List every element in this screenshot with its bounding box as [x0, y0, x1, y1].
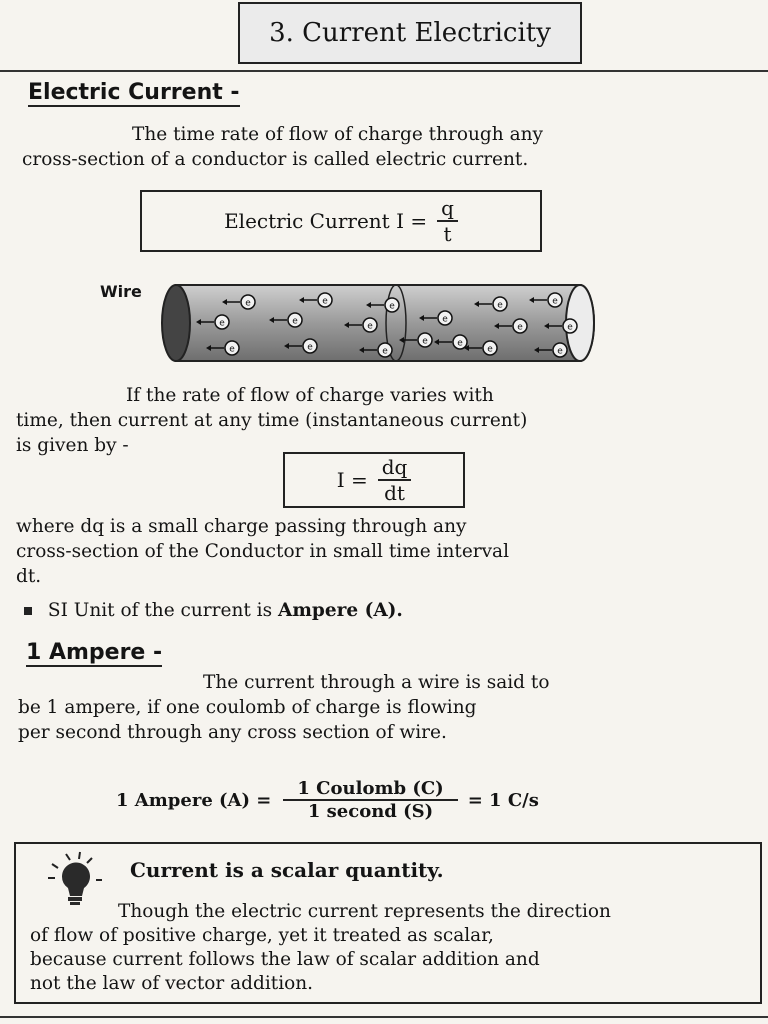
where-paragraph [16, 514, 756, 589]
ampere-line-3: per second through any cross section of wire. [18, 722, 447, 743]
page-title-box [238, 2, 582, 64]
bullet-square-icon [24, 607, 32, 615]
note-line-2: of flow of positive charge, yet it treated as scalar, [30, 925, 494, 946]
page-title: 3. Current Electricity [269, 18, 551, 48]
instantaneous-equation-box [283, 452, 465, 508]
instantaneous-numerator: dq [378, 455, 412, 481]
svg-text:e: e [567, 322, 573, 333]
current-equation-lhs: Electric Current I = [224, 209, 428, 233]
where-line-1: where dq is a small charge passing through any [16, 516, 467, 537]
si-unit-text: SI Unit of the current is [47, 600, 273, 621]
svg-text:e: e [307, 342, 313, 353]
ampere-equation-denominator: 1 second (S) [307, 801, 434, 822]
note-paragraph [30, 900, 748, 996]
ampere-paragraph [18, 670, 758, 745]
equation-numerator: q [437, 196, 458, 222]
note-line-4: not the law of vector addition. [30, 973, 314, 994]
current-equation-fraction [437, 196, 458, 246]
where-line-2: cross-section of the Conductor in small time interval [16, 541, 510, 562]
svg-text:e: e [229, 344, 235, 355]
definition-line-2: cross-section of a conductor is called electric current. [22, 149, 529, 170]
note-title: Current is a scalar quantity. [130, 858, 444, 882]
svg-text:e: e [457, 338, 463, 349]
instantaneous-denominator: dt [384, 481, 405, 505]
wire-diagram [160, 280, 600, 370]
ampere-equation-numerator: 1 Coulomb (C) [283, 778, 457, 801]
note-line-1: Though the electric current represents the direction [118, 901, 611, 922]
definition-paragraph [22, 122, 752, 172]
wire-label: Wire [100, 282, 142, 301]
ampere-equation [116, 768, 716, 832]
svg-text:e: e [422, 336, 428, 347]
svg-text:e: e [382, 346, 388, 357]
svg-text:e: e [245, 298, 251, 309]
instantaneous-equation-fraction [378, 455, 412, 505]
note-line-3: because current follows the law of scalar addition and [30, 949, 540, 970]
ampere-equation-lhs: 1 Ampere (A) = [116, 789, 272, 811]
svg-text:e: e [442, 314, 448, 325]
svg-text:e: e [557, 346, 563, 357]
ampere-line-2: be 1 ampere, if one coulomb of charge is flowing [18, 697, 477, 718]
svg-text:e: e [367, 321, 373, 332]
definition-line-1: The time rate of flow of charge through any [132, 124, 543, 145]
svg-text:e: e [219, 318, 225, 329]
si-unit-line [24, 598, 744, 623]
section-heading-electric-current: Electric Current - [28, 80, 240, 105]
svg-text:e: e [389, 301, 395, 312]
svg-text:e: e [517, 322, 523, 333]
instantaneous-line-2: time, then current at any time (instantaneous current) [16, 410, 528, 431]
instantaneous-line-1: If the rate of flow of charge varies with [126, 385, 494, 406]
ampere-line-1: The current through a wire is said to [203, 672, 550, 693]
si-unit-value: Ampere (A). [277, 600, 403, 621]
instantaneous-equation-lhs: I = [336, 468, 368, 492]
ampere-equation-fraction [283, 778, 457, 822]
svg-text:e: e [487, 344, 493, 355]
footer-divider [0, 1016, 768, 1018]
header-divider [0, 70, 768, 72]
svg-text:e: e [322, 296, 328, 307]
section-heading-1-ampere: 1 Ampere - [26, 640, 163, 665]
current-equation-box [140, 190, 542, 252]
instantaneous-paragraph [16, 383, 756, 458]
instantaneous-line-3: is given by - [16, 435, 129, 456]
ampere-equation-rhs: = 1 C/s [467, 789, 539, 811]
where-line-3: dt. [16, 566, 42, 587]
svg-text:e: e [292, 316, 298, 327]
svg-text:e: e [552, 296, 558, 307]
wire-end-left [162, 285, 190, 361]
equation-denominator: t [443, 222, 452, 246]
svg-text:e: e [497, 300, 503, 311]
lightbulb-icon [46, 850, 102, 906]
